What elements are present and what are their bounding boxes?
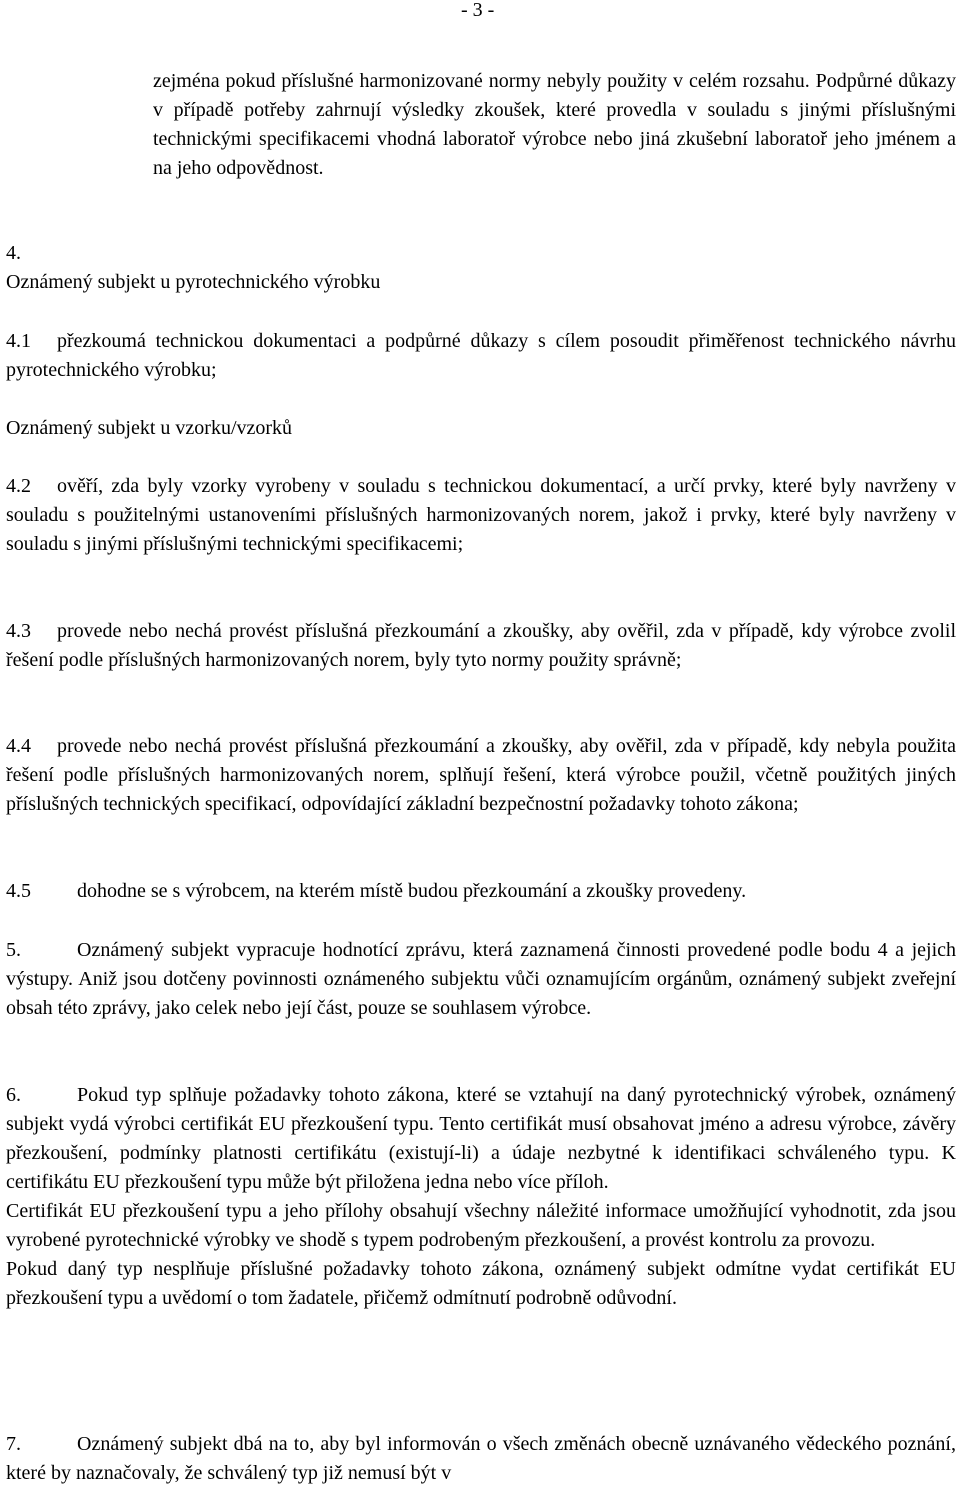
section-5-paragraph (6, 936, 956, 1023)
paragraph-number: 4.1 (6, 330, 31, 352)
paragraph-text: provede nebo nechá provést příslušná přezkoumání a zkoušky, aby ověřil, zda v případě, kdy nebyla použita řešení podle příslušných harmonizovaných norem, splňují řešení, která výrobce použil, včetně použitých jiných příslušných technických specifikací, odpovídající základní bezpečnostní požadavky tohoto zákona; (6, 735, 956, 815)
paragraph-text: Oznámený subjekt dbá na to, aby byl informován o všech změnách obecně uznávaného vědeckého poznání, které by naznačovaly, že schválený typ již nemusí být v (6, 1433, 956, 1484)
page-number: - 3 - (461, 0, 495, 21)
paragraph-4-5 (6, 877, 956, 906)
paragraph-number: 4.2 (6, 475, 31, 497)
section-7-paragraph (6, 1430, 956, 1488)
paragraph-number: 4.3 (6, 620, 31, 642)
paragraph-text: Pokud typ splňuje požadavky tohoto zákona, které se vztahují na daný pyrotechnický výrobek, oznámený subjekt vydá výrobci certifikát EU přezkoušení typu. Tento certifikát musí obsahovat jméno a adresu výrobce, závěry přezkoušení, podmínky platnosti certifikátu (existují-li) a údaje nezbytné k identifikaci schváleného typu. K certifikátu EU přezkoušení typu může být přiložena jedna nebo více příloh. (6, 1084, 956, 1193)
section-6-paragraph-3: Pokud daný typ nesplňuje příslušné požadavky tohoto zákona, oznámený subjekt odmítne vydat certifikát EU přezkoušení typu a uvědomí o tom žadatele, přičemž odmítnutí podrobně odůvodní. (6, 1258, 956, 1309)
section-6-paragraphs (6, 1081, 956, 1313)
paragraph-number: 4.5 (6, 880, 31, 902)
section-6-paragraph-2: Certifikát EU přezkoušení typu a jeho přílohy obsahují všechny náležité informace umožňující vyhodnotit, zda jsou vyrobené pyrotechnické výrobky ve shodě s typem podrobeným přezkoušení, a provést kontrolu za provozu. (6, 1200, 956, 1251)
section-4-title: Oznámený subjekt u pyrotechnického výrobku (6, 271, 381, 293)
paragraph-4-4 (6, 732, 956, 819)
paragraph-text: ověří, zda byly vzorky vyrobeny v souladu s technickou dokumentací, a určí prvky, které byly navrženy v souladu s použitelnými ustanoveními příslušných harmonizovaných norem, jakož i prvky, které byly navrženy v souladu s jinými příslušnými technickými specifikacemi; (6, 475, 956, 555)
paragraph-number: 7. (6, 1433, 21, 1455)
paragraph-4-2 (6, 472, 956, 559)
paragraph-text: přezkoumá technickou dokumentaci a podpůrné důkazy s cílem posoudit přiměřenost technického návrhu pyrotechnického výrobku; (6, 330, 956, 381)
subheading-samples: Oznámený subjekt u vzorku/vzorků (6, 417, 293, 439)
section-6-paragraph-1 (6, 1081, 956, 1197)
paragraph-number: 5. (6, 939, 21, 961)
paragraph-text: provede nebo nechá provést příslušná přezkoumání a zkoušky, aby ověřil, zda v případě, kdy výrobce zvolil řešení podle příslušných harmonizovaných norem, byly tyto normy použity správně; (6, 620, 956, 671)
paragraph-4-3 (6, 617, 956, 675)
paragraph-number: 4.4 (6, 735, 31, 757)
paragraph-text: Oznámený subjekt vypracuje hodnotící zprávu, která zaznamená činnosti provedené podle bodu 4 a jejich výstupy. Aniž jsou dotčeny povinnosti oznámeného subjektu vůči oznamujícím orgánům, oznámený subjekt zveřejní obsah této zprávy, jako celek nebo její část, pouze se souhlasem výrobce. (6, 939, 956, 1019)
continuation-paragraph: zejména pokud příslušné harmonizované normy nebyly použity v celém rozsahu. Podpůrné důkazy v případě potřeby zahrnují výsledky zkoušek, které provedla v souladu s jinými příslušnými technickými specifikacemi vhodná laboratoř výrobce nebo jiná zkušební laboratoř jeho jménem a na jeho odpovědnost. (153, 70, 956, 179)
section-4-number: 4. (6, 242, 21, 264)
paragraph-4-1 (6, 327, 956, 385)
paragraph-number: 6. (6, 1084, 21, 1106)
paragraph-text: dohodne se s výrobcem, na kterém místě budou přezkoumání a zkoušky provedeny. (77, 880, 747, 902)
